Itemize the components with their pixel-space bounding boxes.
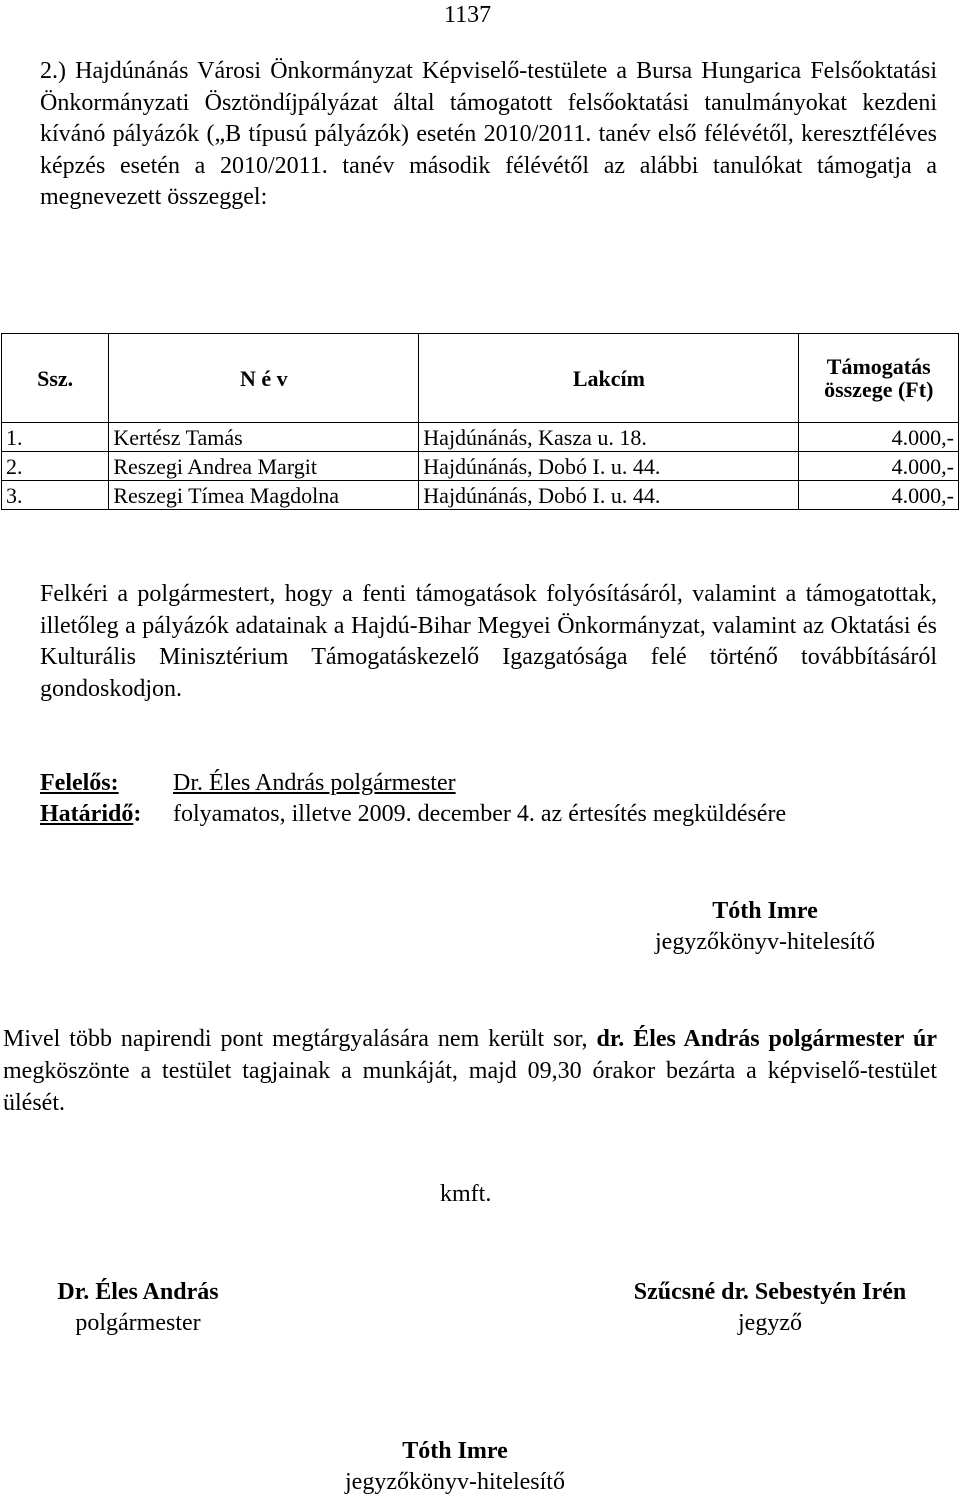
responsible-row [40,768,786,799]
responsible-label: Felelős: [40,770,119,796]
row-amount: 4.000,- [799,481,959,510]
header-address: Lakcím [419,334,799,423]
row-name: Kertész Tamás [109,423,419,452]
signature-certifier-2 [330,1436,580,1498]
signature-title: jegyző [738,1310,802,1336]
row-address: Hajdúnánás, Dobó I. u. 44. [419,481,799,510]
header-amount: Támogatás összege (Ft) [799,334,959,423]
signature-certifier-1 [640,896,890,958]
table-header-row [2,334,959,423]
closing-bold: dr. Éles András polgármester úr [596,1026,937,1052]
row-amount: 4.000,- [799,452,959,481]
header-ssz: Ssz. [2,334,109,423]
row-ssz: 1. [2,423,109,452]
kmft-label: kmft. [440,1181,492,1207]
row-ssz: 2. [2,452,109,481]
page-number: 1137 [444,2,492,28]
header-name: N é v [109,334,419,423]
row-ssz: 3. [2,481,109,510]
table-row [2,452,959,481]
signature-mayor [18,1277,258,1339]
responsible-value: Dr. Éles András polgármester [173,770,456,796]
responsibility-block [40,768,786,830]
resolution-number: 2.) [40,58,66,84]
deadline-label-colon: : [133,801,142,827]
deadline-label [40,799,173,830]
support-table [1,333,959,510]
row-amount: 4.000,- [799,423,959,452]
signature-name: Szűcsné dr. Sebestyén Irén [633,1279,907,1305]
request-paragraph: Felkéri a polgármestert, hogy a fenti támogatások folyósításáról, valamint a támogatottak, illetőleg a pályázók adatainak a Hajdú-Bihar Megyei Önkormányzat, valamint az Oktatási és Kulturális Minisztérium Támogatáskezelő Igazgatósága felé történő továbbításáról gondoskodjon. [40,581,937,702]
signature-title: jegyzőkönyv-hitelesítő [345,1469,565,1495]
row-name: Reszegi Andrea Margit [109,452,419,481]
closing-text-1: Mivel több napirendi pont megtárgyalására nem került sor, [3,1026,597,1052]
closing-text-2: megköszönte a testület tagjainak a munkáját, majd 09,30 órakor bezárta a képviselő-testület ülését. [3,1058,937,1116]
row-name: Reszegi Tímea Magdolna [109,481,419,510]
signature-name: Tóth Imre [712,898,818,924]
deadline-value: folyamatos, illetve 2009. december 4. az értesítés megküldésére [173,801,787,827]
signature-name: Dr. Éles András [57,1279,219,1305]
row-address: Hajdúnánás, Dobó I. u. 44. [419,452,799,481]
table-row [2,481,959,510]
signature-title: polgármester [75,1310,201,1336]
table-row [2,423,959,452]
deadline-row [40,799,786,830]
resolution-intro [40,56,937,214]
signature-title: jegyzőkönyv-hitelesítő [655,929,875,955]
row-address: Hajdúnánás, Kasza u. 18. [419,423,799,452]
resolution-text: Hajdúnánás Városi Önkormányzat Képviselő-testülete a Bursa Hungarica Felsőoktatási Önkormányzati Ösztöndíjpályázat által támogatott felsőoktatási tanulmányokat kezdeni kívánó pályázók („B típusú pályázók) esetén 2010/2011. tanév első félévétől, keresztféléves képzés esetén a 2010/2011. tanév második félévétől az alábbi tanulókat támogatja a megnevezett összeggel: [40,58,937,210]
signature-name: Tóth Imre [402,1438,508,1464]
signature-notary [600,1277,940,1339]
deadline-label-text: Határidő [40,801,134,827]
closing-paragraph [3,1023,937,1119]
